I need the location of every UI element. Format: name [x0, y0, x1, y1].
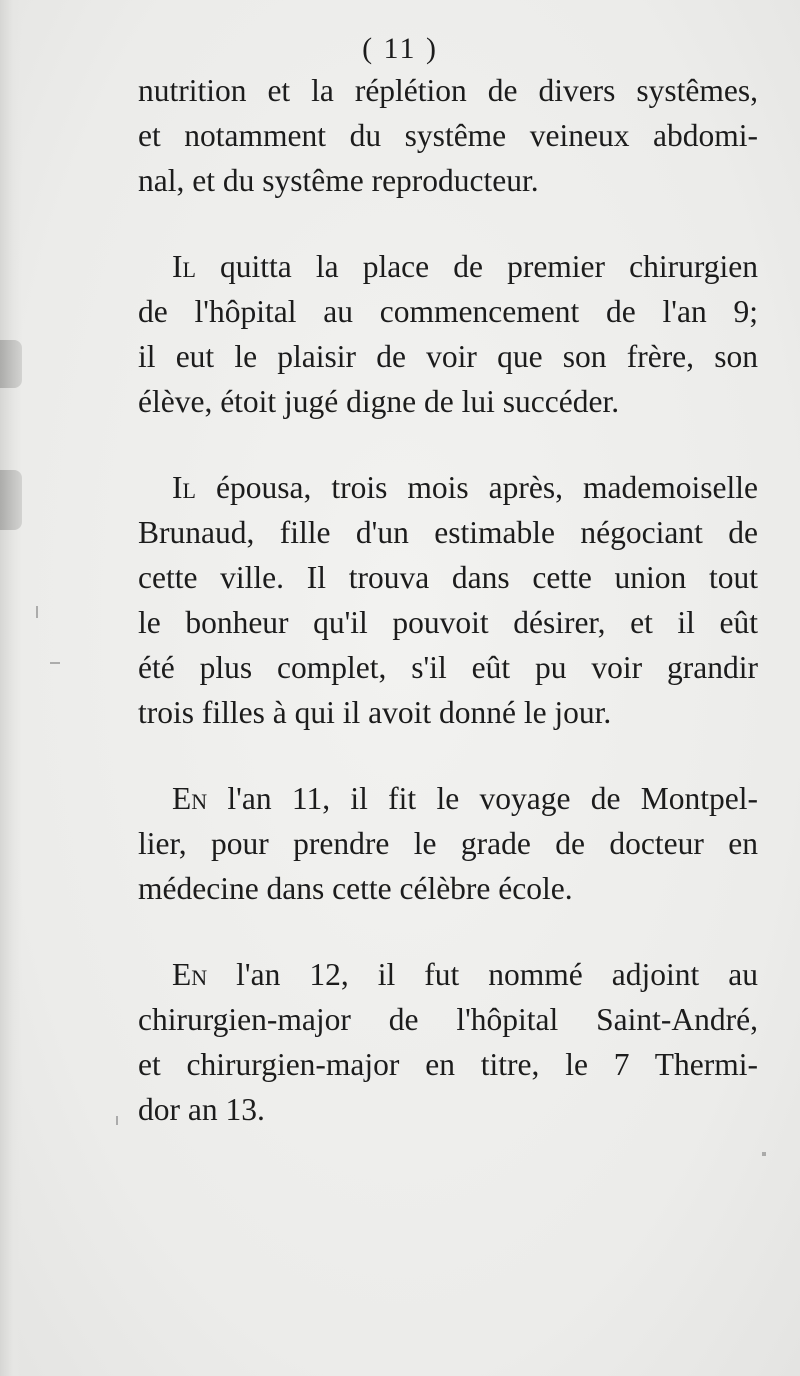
text-line-rest: épousa, trois mois après, mademoiselle	[195, 470, 758, 505]
paragraph-spacer	[138, 911, 758, 952]
ink-speck	[116, 1116, 118, 1125]
text-line	[138, 465, 758, 510]
text-line: de l'hôpital au commencement de l'an 9;	[138, 294, 758, 329]
text-line	[138, 244, 758, 289]
text-line-rest: l'an 12, il fut nommé adjoint au	[207, 957, 758, 992]
paragraph-spacer	[138, 424, 758, 465]
ink-speck	[762, 1152, 766, 1156]
paragraph-lead-word: En	[172, 781, 208, 816]
text-line: été plus complet, s'il eût pu voir grandir	[138, 650, 758, 685]
text-line: et notamment du systême veineux abdomi-	[138, 118, 758, 153]
ink-speck	[50, 662, 60, 664]
paragraph	[138, 244, 758, 424]
paragraph	[138, 952, 758, 1132]
text-line: Brunaud, fille d'un estimable négociant de	[138, 515, 758, 550]
binding-thread-mark	[0, 470, 22, 530]
paragraph-lead-word: Il	[172, 249, 196, 284]
text-line: médecine dans cette célèbre école.	[138, 871, 573, 906]
paragraph	[138, 68, 758, 203]
text-line: dor an 13.	[138, 1092, 265, 1127]
binding-thread-mark	[0, 340, 22, 388]
text-line	[138, 776, 758, 821]
text-line-rest: quitta la place de premier chirurgien	[195, 249, 758, 284]
text-line-rest: l'an 11, il fit le voyage de Montpel-	[207, 781, 758, 816]
body-text	[138, 68, 758, 1132]
text-line: cette ville. Il trouva dans cette union tout	[138, 560, 758, 595]
text-line: élève, étoit jugé digne de lui succéder.	[138, 384, 620, 419]
text-line: lier, pour prendre le grade de docteur en	[138, 826, 758, 861]
ink-speck	[36, 606, 38, 618]
paragraph-lead-word: Il	[172, 470, 196, 505]
paragraph-spacer	[138, 203, 758, 244]
text-line: il eut le plaisir de voir que son frère, son	[138, 339, 758, 374]
page-gutter	[0, 0, 22, 1376]
text-line: trois filles à qui il avoit donné le jour.	[138, 695, 612, 730]
text-line: chirurgien-major de l'hôpital Saint-André,	[138, 1002, 758, 1037]
text-line: et chirurgien-major en titre, le 7 Thermi-	[138, 1047, 758, 1082]
page-number: ( 11 )	[362, 32, 438, 65]
paragraph	[138, 465, 758, 735]
text-line: nal, et du systême reproducteur.	[138, 163, 539, 198]
paragraph	[138, 776, 758, 911]
text-line: le bonheur qu'il pouvoit désirer, et il eût	[138, 605, 758, 640]
paragraph-lead-word: En	[172, 957, 208, 992]
text-line: nutrition et la réplétion de divers systêmes,	[138, 73, 758, 108]
paragraph-spacer	[138, 735, 758, 776]
text-line	[138, 952, 758, 997]
